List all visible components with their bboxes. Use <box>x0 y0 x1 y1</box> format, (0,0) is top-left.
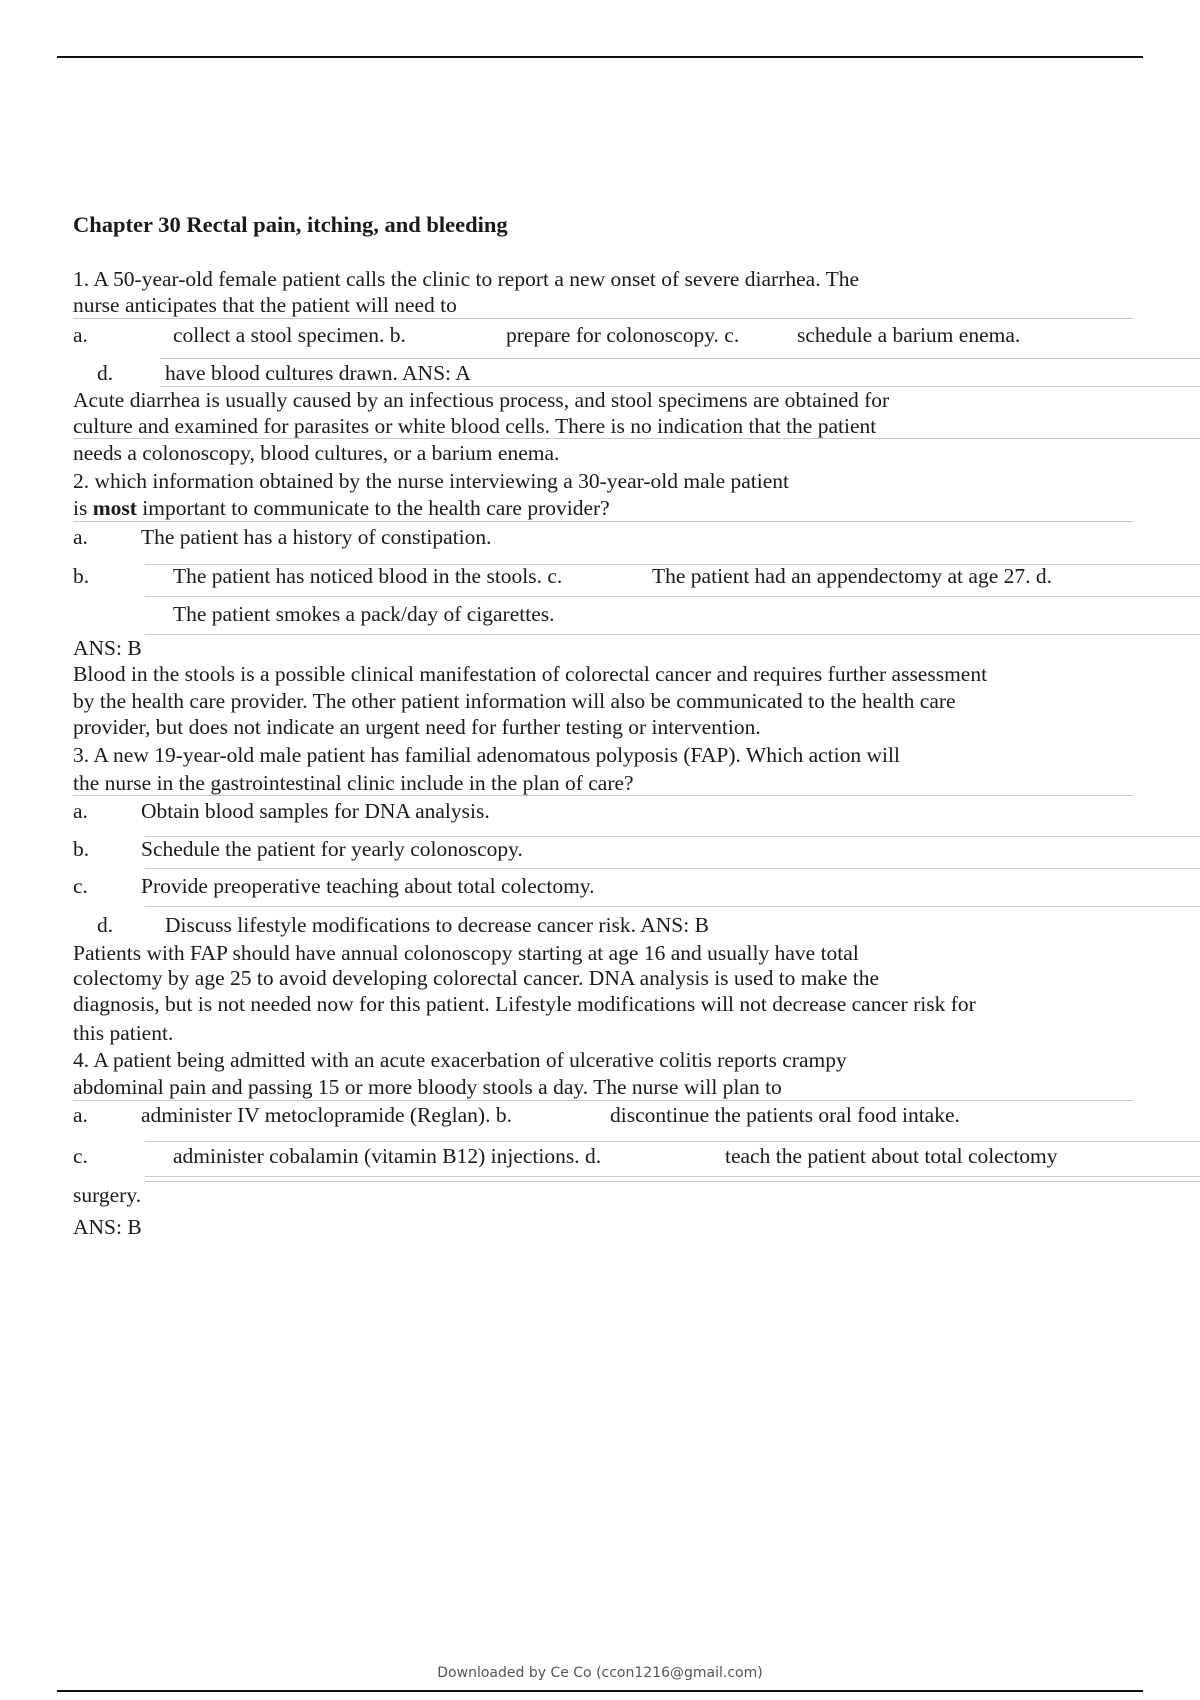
q2-option-d-text: The patient smokes a pack/day of cigarettes. <box>173 602 555 626</box>
q1-option-c-text: schedule a barium enema. <box>797 323 1021 347</box>
separator-line <box>73 318 1133 319</box>
bottom-rule <box>57 1690 1143 1692</box>
q2-option-a-text: The patient has a history of constipation. <box>141 525 492 549</box>
separator-line <box>145 906 1200 907</box>
q4-answer: ANS: B <box>73 1215 142 1239</box>
q3-option-a-letter: a. <box>73 799 88 823</box>
q2-rationale-line-3: provider, but does not indicate an urgent need for further testing or intervention. <box>73 715 761 739</box>
q4-option-a-letter: a. <box>73 1103 88 1127</box>
separator-line <box>73 521 1133 522</box>
separator-line <box>145 1141 1200 1142</box>
q1-option-b-text: prepare for colonoscopy. c. <box>506 323 740 347</box>
q3-rationale-line-4: this patient. <box>73 1021 174 1045</box>
q4-option-b-text: discontinue the patients oral food intake. <box>610 1103 960 1127</box>
q3-option-b-letter: b. <box>73 837 90 861</box>
q1-option-a-letter: a. <box>73 323 88 347</box>
download-footer: Downloaded by Ce Co (ccon1216@gmail.com) <box>437 1665 763 1681</box>
q2-stem-line-1: 2. which information obtained by the nurse interviewing a 30-year-old male patient <box>73 469 790 493</box>
separator-line <box>73 438 1200 439</box>
q1-option-a-text: collect a stool specimen. b. <box>173 323 406 347</box>
separator-line <box>145 868 1200 869</box>
q4-option-c-letter: c. <box>73 1144 88 1168</box>
separator-line <box>145 1181 1200 1182</box>
q3-stem-line-1: 3. A new 19-year-old male patient has familial adenomatous polyposis (FAP). Which action will <box>73 743 900 767</box>
q4-option-c-text: administer cobalamin (vitamin B12) injections. d. <box>173 1144 602 1168</box>
q3-option-d-letter: d. <box>97 913 114 937</box>
q4-option-d-text: teach the patient about total colectomy <box>725 1144 1058 1168</box>
q1-rationale-line-1: Acute diarrhea is usually caused by an infectious process, and stool specimens are obtained for <box>73 388 890 412</box>
q2-option-b-letter: b. <box>73 564 90 588</box>
page-title: Chapter 30 Rectal pain, itching, and bleeding <box>73 212 508 237</box>
q2-option-c-text: The patient had an appendectomy at age 27. d. <box>652 564 1052 588</box>
q3-option-a-text: Obtain blood samples for DNA analysis. <box>141 799 490 823</box>
q3-rationale-line-2: colectomy by age 25 to avoid developing colorectal cancer. DNA analysis is used to make the <box>73 966 880 990</box>
q4-stem-line-2: abdominal pain and passing 15 or more bloody stools a day. The nurse will plan to <box>73 1075 782 1099</box>
separator-line <box>145 596 1200 597</box>
q3-stem-line-2: the nurse in the gastrointestinal clinic include in the plan of care? <box>73 771 634 795</box>
q3-option-c-text: Provide preoperative teaching about total colectomy. <box>141 874 595 898</box>
top-rule <box>57 56 1143 58</box>
q3-rationale-line-1: Patients with FAP should have annual colonoscopy starting at age 16 and usually have total <box>73 941 859 965</box>
q3-rationale-line-3: diagnosis, but is not needed now for this patient. Lifestyle modifications will not decrease cancer risk for <box>73 992 976 1016</box>
separator-line <box>73 795 1133 796</box>
separator-line <box>145 634 1200 635</box>
q1-rationale-line-3: needs a colonoscopy, blood cultures, or a barium enema. <box>73 441 560 465</box>
q3-option-c-letter: c. <box>73 874 88 898</box>
q1-rationale-line-2: culture and examined for parasites or white blood cells. There is no indication that the patient <box>73 414 877 438</box>
q2-answer: ANS: B <box>73 636 142 660</box>
q2-stem-line-2: is most important to communicate to the health care provider? <box>73 496 610 520</box>
separator-line <box>145 1176 1200 1177</box>
q1-stem-line-1: 1. A 50-year-old female patient calls the clinic to report a new onset of severe diarrhea. The <box>73 267 859 291</box>
separator-line <box>160 358 1200 359</box>
q3-option-d-text: Discuss lifestyle modifications to decrease cancer risk. ANS: B <box>165 913 709 937</box>
separator-line <box>73 1100 1133 1101</box>
q1-stem-line-2: nurse anticipates that the patient will need to <box>73 293 457 317</box>
q2-option-b-text: The patient has noticed blood in the stools. c. <box>173 564 563 588</box>
q2-rationale-line-1: Blood in the stools is a possible clinical manifestation of colorectal cancer and requires further assessment <box>73 662 988 686</box>
q1-option-d-letter: d. <box>97 361 114 385</box>
q4-option-a-text: administer IV metoclopramide (Reglan). b. <box>141 1103 512 1127</box>
q4-stem-line-1: 4. A patient being admitted with an acute exacerbation of ulcerative colitis reports crampy <box>73 1048 847 1072</box>
q2-rationale-line-2: by the health care provider. The other patient information will also be communicated to the health care <box>73 689 956 713</box>
q2-option-a-letter: a. <box>73 525 88 549</box>
q3-option-b-text: Schedule the patient for yearly colonoscopy. <box>141 837 523 861</box>
q4-option-d-continued: surgery. <box>73 1183 142 1207</box>
q1-option-d-text: have blood cultures drawn. ANS: A <box>165 361 471 385</box>
